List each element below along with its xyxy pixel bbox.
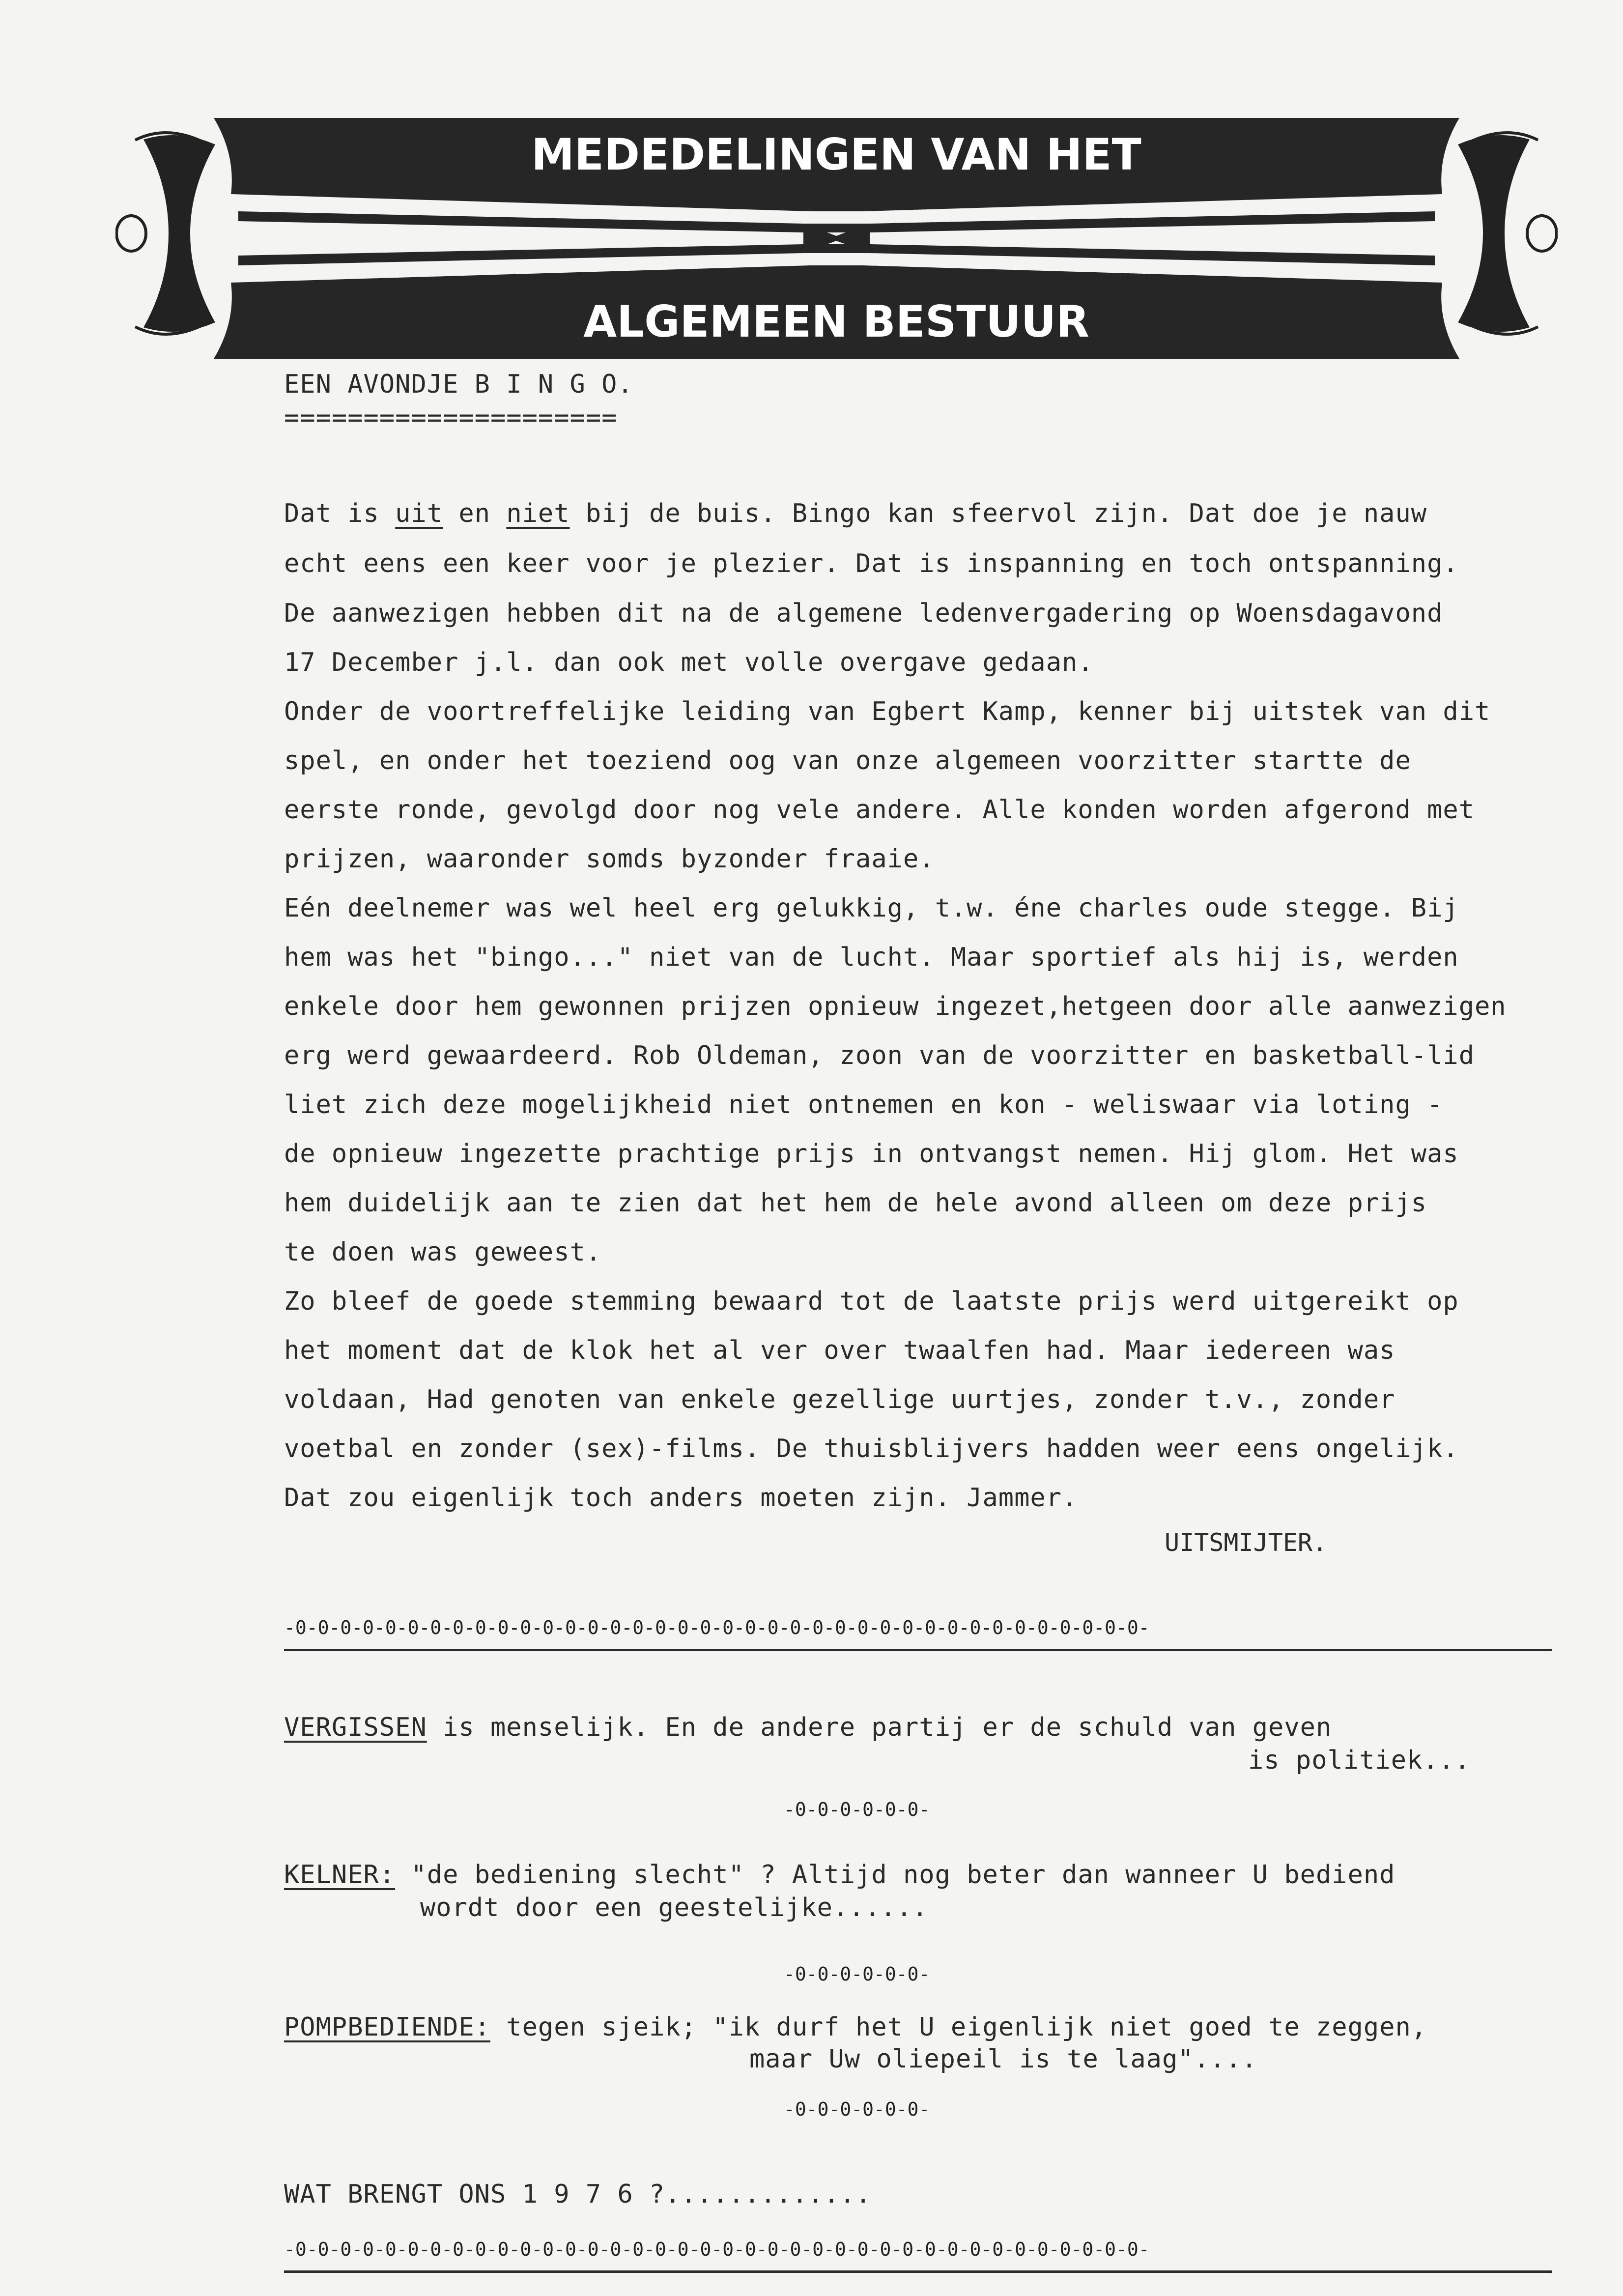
joke-kelner-cont: wordt door een geestelijke...... (420, 1893, 928, 1923)
joke-text: "de bediening slecht" ? Altijd nog beter dan wanneer U bediend (395, 1860, 1395, 1890)
joke-vergissen (284, 1713, 1332, 1742)
joke-pompbediende (284, 2012, 1427, 2042)
article-heading-rule: ===================== (284, 403, 618, 432)
joke-text: is menselijk. En de andere partij er de schuld van geven (427, 1713, 1332, 1742)
text-fragment: Dat is (284, 499, 396, 528)
joke-text: tegen sjeik; "ik durf het U eigenlijk niet goed te zeggen, (490, 2012, 1427, 2042)
banner-title-line2: ALGEMEEN BESTUUR (583, 296, 1089, 347)
article-heading: EEN AVONDJE B I N G O. (284, 370, 633, 399)
article-line: De aanwezigen hebben dit na de algemene ledenvergadering op Woensdagavond (284, 599, 1443, 628)
text-fragment: en (443, 499, 507, 528)
article-line: de opnieuw ingezette prachtige prijs in ontvangst nemen. Hij glom. Het was (284, 1139, 1459, 1169)
joke-label: POMPBEDIENDE: (284, 2012, 490, 2042)
header-banner (115, 111, 1558, 366)
underlined-word-uit: uit (395, 499, 443, 528)
horizontal-rule (284, 2270, 1552, 2273)
banner-left-ornament (116, 133, 214, 334)
article-line: voldaan, Had genoten van enkele gezellige uurtjes, zonder t.v., zonder (284, 1385, 1395, 1414)
article-line: 17 December j.l. dan ook met volle overgave gedaan. (284, 648, 1094, 677)
separator-short: -0-0-0-0-0-0- (784, 1799, 930, 1820)
article-line: prijzen, waaronder somds byzonder fraaie. (284, 844, 935, 874)
article-line: het moment dat de klok het al ver over twaalfen had. Maar iedereen was (284, 1336, 1395, 1365)
joke-vergissen-cont: is politiek... (1248, 1746, 1471, 1775)
article-line-1 (284, 499, 1427, 528)
joke-label: KELNER: (284, 1860, 396, 1890)
text-fragment: bij de buis. Bingo kan sfeervol zijn. Dat doe je nauw (569, 499, 1427, 528)
article-line: Eén deelnemer was wel heel erg gelukkig, t.w. éne charles oude stegge. Bij (284, 893, 1459, 923)
article-line: liet zich deze mogelijkheid niet ontnemen en kon - weliswaar via loting - (284, 1090, 1443, 1119)
separator-long: -0-0-0-0-0-0-0-0-0-0-0-0-0-0-0-0-0-0-0-0-0-0-0-0-0-0-0-0-0-0-0-0-0-0-0-0-0-0- (284, 2239, 1150, 2260)
article-line: Onder de voortreffelijke leiding van Egbert Kamp, kenner bij uitstek van dit (284, 697, 1491, 726)
joke-pompbediende-cont: maar Uw oliepeil is te laag".... (749, 2044, 1257, 2074)
article-line: Dat zou eigenlijk toch anders moeten zijn. Jammer. (284, 1483, 1078, 1513)
separator-short: -0-0-0-0-0-0- (784, 2098, 930, 2120)
article-signature: UITSMIJTER. (1165, 1528, 1328, 1557)
separator-long: -0-0-0-0-0-0-0-0-0-0-0-0-0-0-0-0-0-0-0-0-0-0-0-0-0-0-0-0-0-0-0-0-0-0-0-0-0-0- (284, 1617, 1150, 1638)
article-line: enkele door hem gewonnen prijzen opnieuw ingezet,hetgeen door alle aanwezigen (284, 992, 1507, 1021)
article-line: erg werd gewaardeerd. Rob Oldeman, zoon van de voorzitter en basketball-lid (284, 1041, 1475, 1070)
article-line: voetbal en zonder (sex)-films. De thuisblijvers hadden weer eens ongelijk. (284, 1434, 1459, 1464)
article-line: hem was het "bingo..." niet van de lucht. Maar sportief als hij is, werden (284, 943, 1459, 972)
underlined-word-niet: niet (506, 499, 570, 528)
article-line: te doen was geweest. (284, 1237, 602, 1267)
article-line: hem duidelijk aan te zien dat het hem de hele avond alleen om deze prijs (284, 1188, 1427, 1218)
article-line: echt eens een keer voor je plezier. Dat is inspanning en toch ontspanning. (284, 549, 1459, 578)
article-line: spel, en onder het toeziend oog van onze algemeen voorzitter startte de (284, 746, 1411, 775)
closing-question: WAT BRENGT ONS 1 9 7 6 ?............. (284, 2180, 872, 2209)
joke-kelner (284, 1860, 1395, 1890)
article-line: Zo bleef de goede stemming bewaard tot de laatste prijs werd uitgereikt op (284, 1287, 1459, 1316)
horizontal-rule (284, 1649, 1552, 1651)
separator-short: -0-0-0-0-0-0- (784, 1963, 930, 1985)
article-line: eerste ronde, gevolgd door nog vele andere. Alle konden worden afgerond met (284, 795, 1475, 825)
banner-title-line1: MEDEDELINGEN VAN HET (531, 129, 1141, 180)
joke-label: VERGISSEN (284, 1713, 427, 1742)
banner-right-ornament (1459, 133, 1557, 334)
